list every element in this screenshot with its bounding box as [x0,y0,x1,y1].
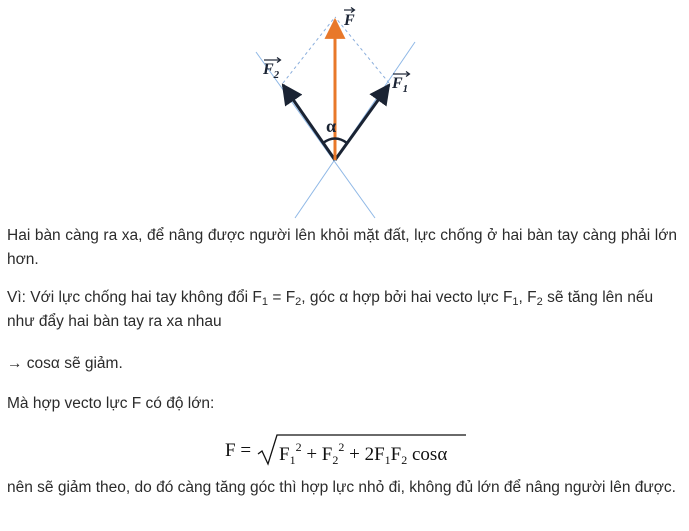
label-f1-sub: 1 [402,83,409,95]
svg-text:F2 [262,61,280,81]
label-f [343,8,355,30]
label-f-text: F [344,12,355,29]
force-vector-diagram [0,0,689,222]
label-f1 [391,72,410,96]
label-alpha: α [326,116,337,136]
formula-lhs: F = [225,440,252,461]
label-f2-main: F [263,61,274,78]
label-f2 [262,58,281,82]
svg-text:F1 [391,75,408,95]
paragraph-explanation: Vì: Với lực chống hai tay không đổi $F_1 = F_2$, góc α hợp bởi hai vecto lực $F_1$, $F_2$ sẽ tăng lên nếu như đẩy hai bàn tay ra xa nhau [7,289,654,330]
paragraph-cos-decrease: → cosα sẽ giảm. [7,355,123,372]
resultant-force-formula [223,428,463,470]
paragraph-conclusion: Hai bàn càng ra xa, để nâng được người lên khỏi mặt đất, lực chống ở hai bàn tay càng phải lớn hơn. [7,227,677,268]
paragraph-resultant-intro: Mà hợp vecto lực F có độ lớn: [7,395,215,412]
label-f1-main: F [392,75,403,92]
dashed-side-left [283,17,335,83]
paragraph-final: nên sẽ giảm theo, do đó càng tăng góc thì hợp lực nhỏ đi, không đủ lớn để nâng người lên được. [7,479,676,496]
vector-f1-arrow [335,85,389,160]
formula-radicand: $F_1^2 + F_2^2 + 2F_1F_2$ cosα [279,440,448,467]
label-f2-sub: 2 [273,69,280,81]
